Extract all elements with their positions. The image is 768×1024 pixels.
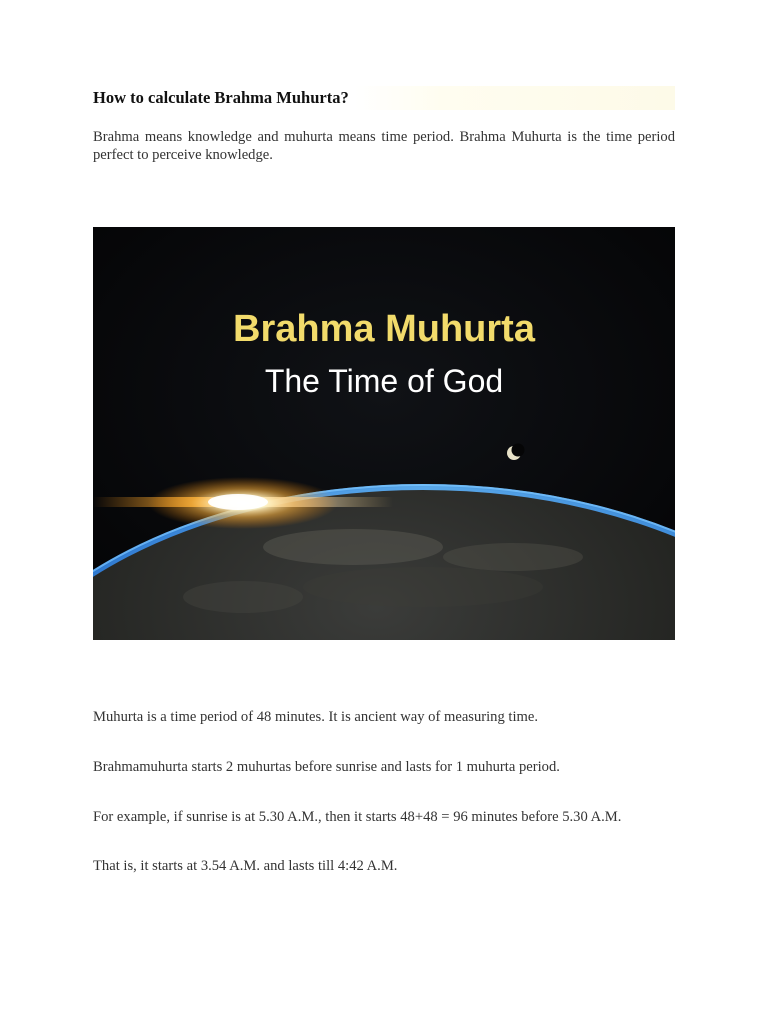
image-subtitle: The Time of God bbox=[264, 363, 504, 399]
heading-highlight bbox=[93, 86, 675, 110]
hero-image bbox=[93, 227, 675, 640]
earth-sunrise-illustration bbox=[93, 227, 675, 640]
intro-paragraph: Brahma means knowledge and muhurta means time period. Brahma Muhurta is the time period perfect to perceive knowledge. bbox=[93, 129, 675, 163]
image-title: Brahma Muhurta bbox=[233, 308, 535, 350]
paragraph-start-rule: Brahmamuhurta starts 2 muhurtas before sunrise and lasts for 1 muhurta period. bbox=[93, 759, 560, 775]
paragraph-result: That is, it starts at 3.54 A.M. and lasts till 4:42 A.M. bbox=[93, 858, 398, 874]
paragraph-example: For example, if sunrise is at 5.30 A.M., then it starts 48+48 = 96 minutes before 5.30 A.M. bbox=[93, 809, 622, 825]
page-title: How to calculate Brahma Muhurta? bbox=[93, 88, 349, 107]
paragraph-muhurta-definition: Muhurta is a time period of 48 minutes. It is ancient way of measuring time. bbox=[93, 709, 539, 725]
